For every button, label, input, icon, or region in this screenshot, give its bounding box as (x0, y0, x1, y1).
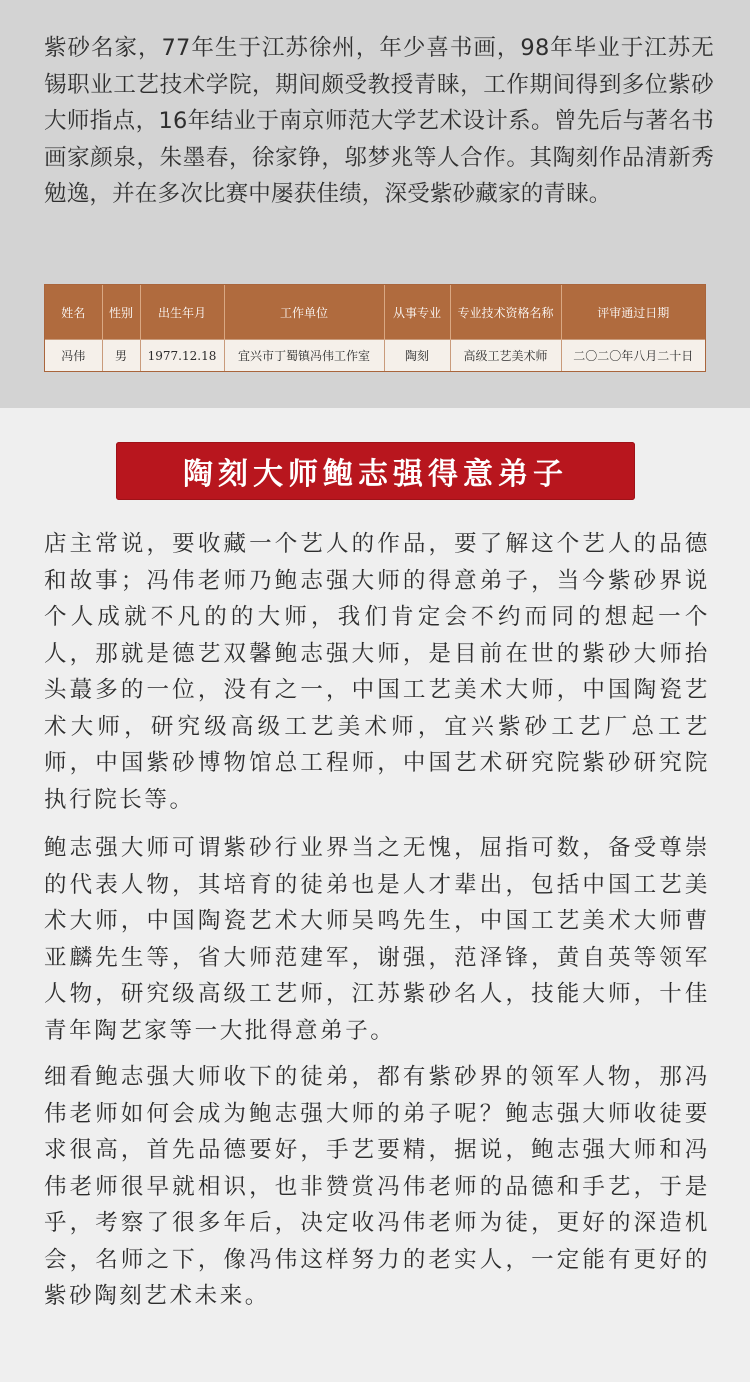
header-name: 姓名 (45, 285, 102, 340)
section-banner (116, 442, 635, 500)
cell-gender: 男 (102, 340, 140, 372)
credentials-table (44, 284, 706, 372)
artist-bio: 紫砂名家，77年生于江苏徐州，年少喜书画，98年毕业于江苏无锡职业工艺技术学院，期间颇受教授青睐，工作期间得到多位紫砂大师指点，16年结业于南京师范大学艺术设计系。曾先后与著名书画家颜泉，朱墨春，徐家铮，邬梦兆等人合作。其陶刻作品清新秀勉逸，并在多次比赛中屡获佳绩，深受紫砂藏家的青睐。 (44, 35, 714, 207)
cell-birthdate: 1977.12.18 (140, 340, 224, 372)
cell-qualification: 高级工艺美术师 (450, 340, 561, 372)
paragraph-2: 鲍志强大师可谓紫砂行业界当之无愧，屈指可数，备受尊崇的代表人物，其培育的徒弟也是人才辈出，包括中国工艺美术大师，中国陶瓷艺术大师吴鸣先生，中国工艺美术大师曹亚麟先生等，省大师范建军，谢强，范泽锋，黄自英等领军人物，研究级高级工艺师，江苏紫砂名人，技能大师，十佳青年陶艺家等一大批得意弟子。 (44, 835, 710, 1044)
banner-title: 陶刻大师鲍志强得意弟子 (183, 457, 568, 492)
header-birthdate: 出生年月 (140, 285, 224, 340)
header-review-date: 评审通过日期 (561, 285, 705, 340)
table-row (45, 340, 705, 372)
cell-review-date: 二〇二〇年八月二十日 (561, 340, 705, 372)
paragraph-1: 店主常说，要收藏一个艺人的作品，要了解这个艺人的品德和故事；冯伟老师乃鲍志强大师的得意弟子，当今紫砂界说个人成就不凡的的大师，我们肯定会不约而同的想起一个人，那就是德艺双馨鲍志强大师，是目前在世的紫砂大师抬头蕞多的一位，没有之一，中国工艺美术大师，中国陶瓷艺术大师，研究级高级工艺美术师，宜兴紫砂工艺厂总工艺师，中国紫砂博物馆总工程师，中国艺术研究院紫砂研究院执行院长等。 (44, 531, 710, 813)
paragraph-3: 细看鲍志强大师收下的徒弟，都有紫砂界的领军人物，那冯伟老师如何会成为鲍志强大师的弟子呢？鲍志强大师收徒要求很高，首先品德要好，手艺要精，据说，鲍志强大师和冯伟老师很早就相识，也非赞赏冯伟老师的品德和手艺，于是乎，考察了很多年后，决定收冯伟老师为徒，更好的深造机会，名师之下，像冯伟这样努力的老实人，一定能有更好的紫砂陶刻艺术未来。 (44, 1064, 710, 1309)
cell-workplace: 宜兴市丁蜀镇冯伟工作室 (224, 340, 384, 372)
cell-specialty: 陶刻 (384, 340, 450, 372)
table-header-row (45, 285, 705, 340)
header-section (0, 0, 750, 408)
header-qualification: 专业技术资格名称 (450, 285, 561, 340)
cell-name: 冯伟 (45, 340, 102, 372)
header-gender: 性别 (102, 285, 140, 340)
header-specialty: 从事专业 (384, 285, 450, 340)
header-workplace: 工作单位 (224, 285, 384, 340)
